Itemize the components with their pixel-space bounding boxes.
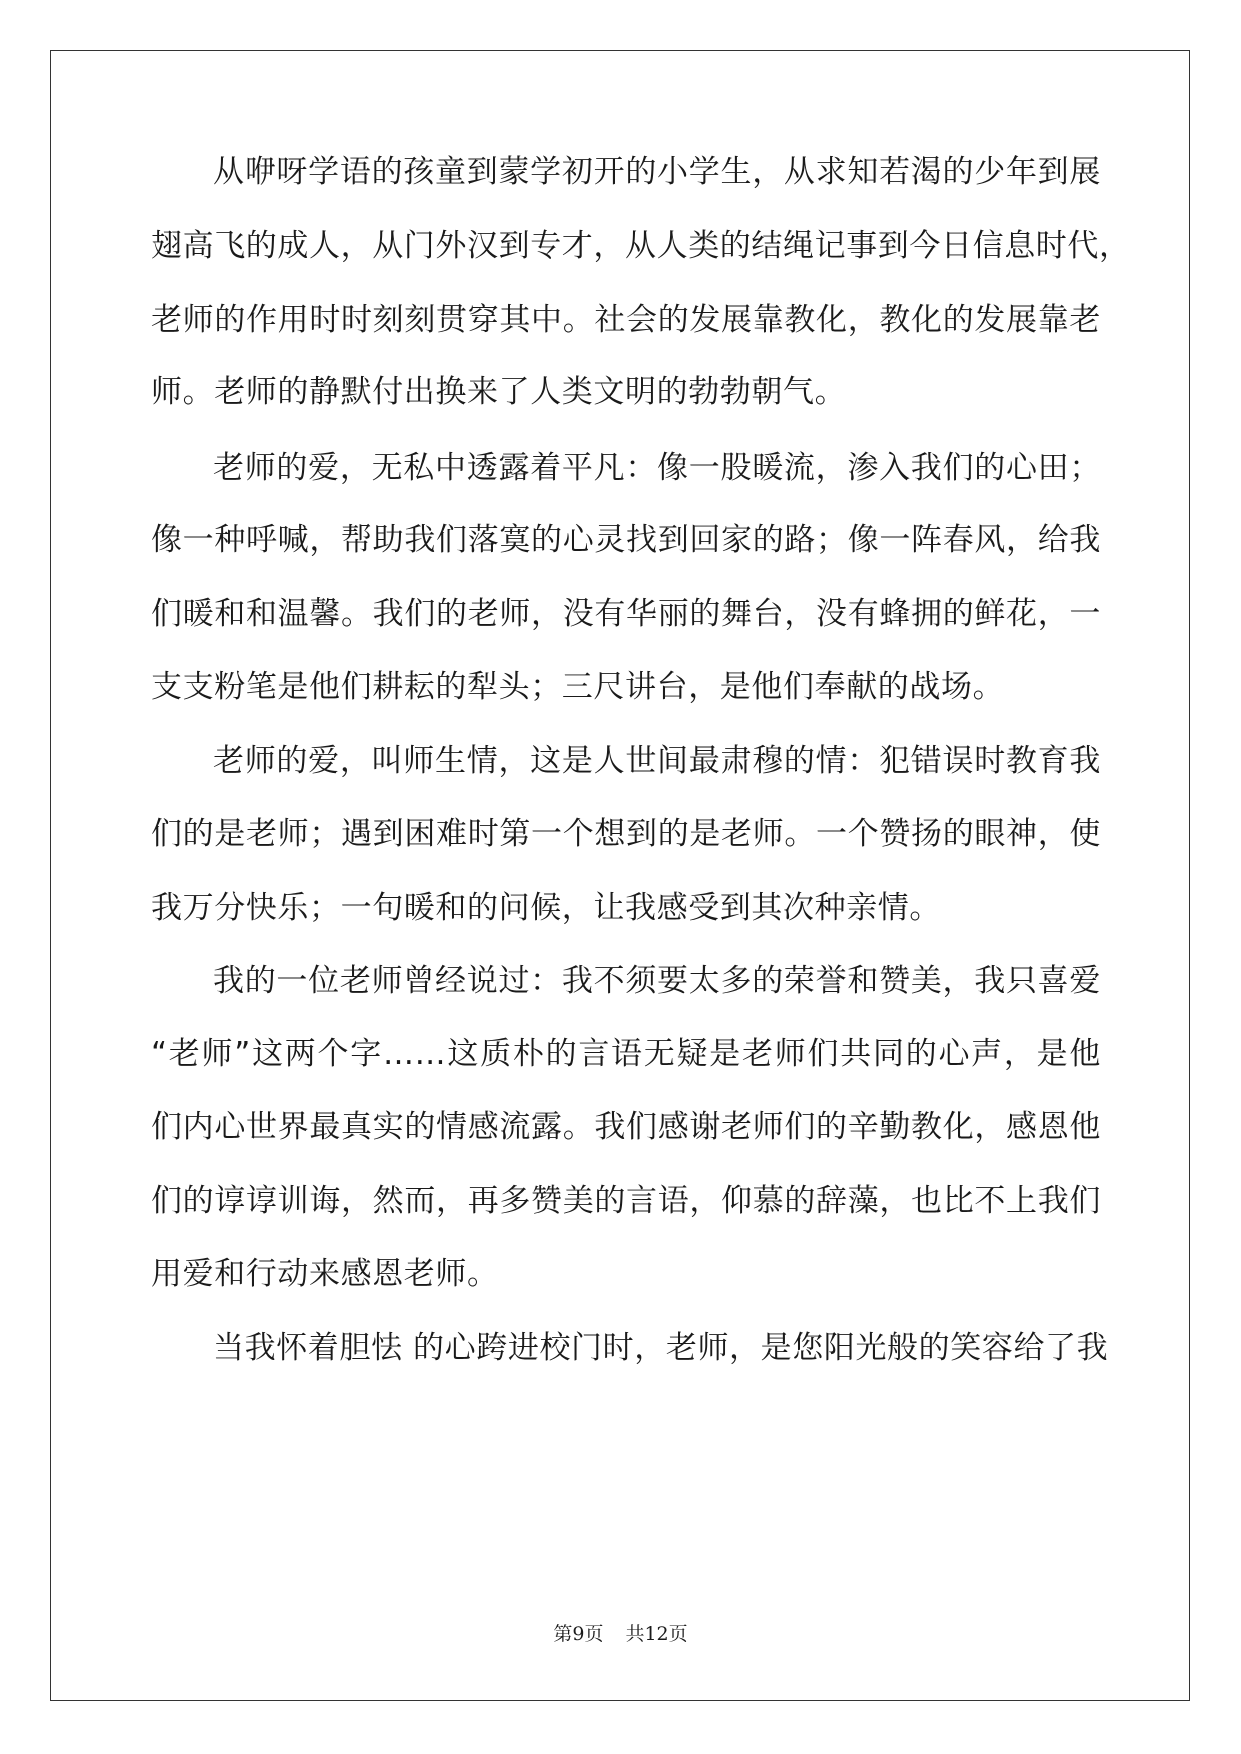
paragraph-4-line-2: “老师”这两个字……这质朴的言语无疑是老师们共同的心声，是他 — [151, 1036, 1101, 1072]
paragraph-1-line-4: 师。老师的静默付出换来了人类文明的勃勃朝气。 — [151, 374, 847, 410]
paragraph-3-line-1: 老师的爱，叫师生情，这是人世间最肃穆的情：犯错误时教育我 — [213, 743, 1101, 779]
paragraph-1-line-3: 老师的作用时时刻刻贯穿其中。社会的发展靠教化，教化的发展靠老 — [151, 302, 1101, 338]
paragraph-4-line-3: 们内心世界最真实的情感流露。我们感谢老师们的辛勤教化，感恩他 — [151, 1109, 1101, 1145]
paragraph-3-line-3: 我万分快乐；一句暖和的问候，让我感受到其次种亲情。 — [151, 890, 941, 926]
page-border — [50, 50, 1190, 1701]
paragraph-2-line-4: 支支粉笔是他们耕耘的犁头；三尺讲台，是他们奉献的战场。 — [151, 669, 1005, 705]
paragraph-4-line-5: 用爱和行动来感恩老师。 — [151, 1256, 499, 1292]
page-number: 第9页 — [553, 1623, 604, 1645]
paragraph-1-line-1: 从咿呀学语的孩童到蒙学初开的小学生，从求知若渴的少年到展 — [213, 154, 1101, 190]
page-footer — [0, 1622, 1241, 1646]
paragraph-4-line-1: 我的一位老师曾经说过：我不须要太多的荣誉和赞美，我只喜爱 — [213, 963, 1101, 999]
paragraph-2-line-3: 们暖和和温馨。我们的老师，没有华丽的舞台，没有蜂拥的鲜花，一 — [151, 596, 1101, 632]
paragraph-2-line-2: 像一种呼喊，帮助我们落寞的心灵找到回家的路；像一阵春风，给我 — [151, 522, 1101, 558]
paragraph-2-line-1: 老师的爱，无私中透露着平凡：像一股暖流，渗入我们的心田； — [213, 450, 1101, 486]
page-total: 共12页 — [625, 1623, 688, 1645]
paragraph-3-line-2: 们的是老师；遇到困难时第一个想到的是老师。一个赞扬的眼神，使 — [151, 816, 1101, 852]
paragraph-5-line-1: 当我怀着胆怯 的心跨进校门时，老师，是您阳光般的笑容给了我 — [213, 1330, 1109, 1366]
paragraph-4-line-4: 们的谆谆训诲，然而，再多赞美的言语，仰慕的辞藻，也比不上我们 — [151, 1183, 1101, 1219]
paragraph-1-line-2: 翅高飞的成人，从门外汉到专才，从人类的结绳记事到今日信息时代， — [151, 228, 1131, 264]
